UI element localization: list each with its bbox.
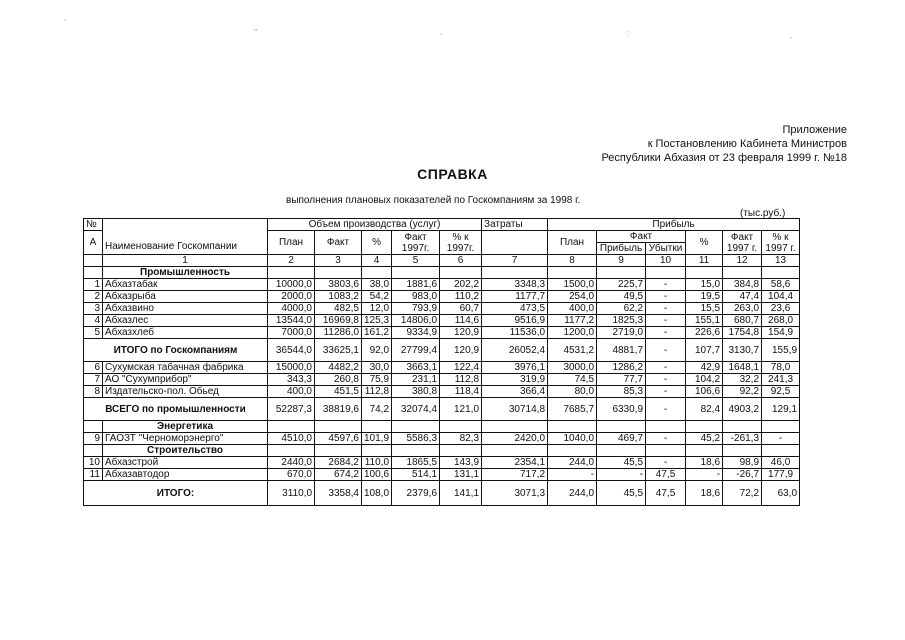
table-cell: 85,3 xyxy=(597,386,646,398)
table-cell xyxy=(482,421,548,433)
table-cell: 4482,2 xyxy=(315,362,362,374)
table-cell: 80,0 xyxy=(548,386,597,398)
table-cell: 3976,1 xyxy=(482,362,548,374)
table-cell: 6330,9 xyxy=(597,398,646,421)
column-number: 2 xyxy=(268,255,315,267)
company-name: Сухумская табачная фабрика xyxy=(103,362,268,374)
column-number: 12 xyxy=(723,255,762,267)
column-number: 8 xyxy=(548,255,597,267)
header-line-3: Республики Абхазия от 23 февраля 1999 г. №18 xyxy=(601,152,847,164)
table-cell: 5586,3 xyxy=(392,433,440,445)
row-number: 4 xyxy=(84,315,103,327)
table-cell: - xyxy=(597,469,646,481)
table-cell xyxy=(548,267,597,279)
col-header-profit-fact: Факт xyxy=(597,231,686,243)
table-cell: 11536,0 xyxy=(482,327,548,339)
col-header-fact-1997: Факт 1997г. xyxy=(392,231,440,255)
grand-total-row xyxy=(84,481,800,506)
col-header-volume: Объем производства (услуг) xyxy=(268,219,482,231)
table-cell: 112,8 xyxy=(440,374,482,386)
table-cell: 78,0 xyxy=(762,362,800,374)
table-cell: 49,5 xyxy=(597,291,646,303)
table-cell: 1083,2 xyxy=(315,291,362,303)
table-cell xyxy=(482,267,548,279)
table-cell: 1200,0 xyxy=(548,327,597,339)
table-cell: 4903,2 xyxy=(723,398,762,421)
table-cell: 15,0 xyxy=(686,279,723,291)
table-cell: - xyxy=(646,457,686,469)
table-cell: 42,9 xyxy=(686,362,723,374)
table-cell: 120,9 xyxy=(440,327,482,339)
table-cell xyxy=(268,445,315,457)
table-cell: 118,4 xyxy=(440,386,482,398)
table-cell xyxy=(440,421,482,433)
table-cell: 122,4 xyxy=(440,362,482,374)
table-cell: 18,6 xyxy=(686,457,723,469)
table-cell: - xyxy=(548,469,597,481)
table-cell: 1500,0 xyxy=(548,279,597,291)
table-cell: 7685,7 xyxy=(548,398,597,421)
table-row xyxy=(84,433,800,445)
col-header-profit-fact-1997: Факт 1997 г. xyxy=(723,231,762,255)
table-cell: 74,5 xyxy=(548,374,597,386)
table-cell: 2684,2 xyxy=(315,457,362,469)
table-cell: 319,9 xyxy=(482,374,548,386)
table-cell xyxy=(762,445,800,457)
table-row xyxy=(84,327,800,339)
table-cell: 268,0 xyxy=(762,315,800,327)
table-cell: -26,7 xyxy=(723,469,762,481)
table-cell: 131,1 xyxy=(440,469,482,481)
table-cell: 674,2 xyxy=(315,469,362,481)
section-title: Энергетика xyxy=(103,421,268,433)
table-cell: 47,5 xyxy=(646,469,686,481)
col-header-num: № xyxy=(84,219,103,231)
row-number: 1 xyxy=(84,279,103,291)
table-cell: 2440,0 xyxy=(268,457,315,469)
table-cell: 3348,3 xyxy=(482,279,548,291)
col-header-pct-1997: % к 1997г. xyxy=(440,231,482,255)
table-cell: 98,9 xyxy=(723,457,762,469)
company-name: Абхазтабак xyxy=(103,279,268,291)
table-cell: 2354,1 xyxy=(482,457,548,469)
table-cell: 3803,6 xyxy=(315,279,362,291)
table-cell xyxy=(646,445,686,457)
table-cell xyxy=(723,267,762,279)
table-cell: 451,5 xyxy=(315,386,362,398)
table-cell: 400,0 xyxy=(548,303,597,315)
table-cell: 2420,0 xyxy=(482,433,548,445)
table-cell: 1825,3 xyxy=(597,315,646,327)
table-cell: 177,9 xyxy=(762,469,800,481)
table-cell xyxy=(315,445,362,457)
table-cell: 3358,4 xyxy=(315,481,362,506)
row-number: 2 xyxy=(84,291,103,303)
table-row xyxy=(84,279,800,291)
table-cell: 1754,8 xyxy=(723,327,762,339)
table-cell: 7000,0 xyxy=(268,327,315,339)
table-cell: 13544,0 xyxy=(268,315,315,327)
table-cell: 54,2 xyxy=(362,291,392,303)
table-cell: 108,0 xyxy=(362,481,392,506)
table-cell: - xyxy=(646,303,686,315)
table-cell: 4597,6 xyxy=(315,433,362,445)
table-cell: 343,3 xyxy=(268,374,315,386)
table-cell xyxy=(548,421,597,433)
table-cell: 38819,6 xyxy=(315,398,362,421)
table-cell: 26052,4 xyxy=(482,339,548,362)
document-subtitle: выполнения плановых показателей по Госкомпаниям за 1998 г. xyxy=(286,195,581,206)
table-cell: 400,0 xyxy=(268,386,315,398)
table-cell xyxy=(362,267,392,279)
col-header-costs: Затраты xyxy=(482,219,548,231)
table-cell xyxy=(686,267,723,279)
table-cell: 112,8 xyxy=(362,386,392,398)
table-row xyxy=(84,303,800,315)
column-number: 13 xyxy=(762,255,800,267)
company-name: ГАОЗТ "Черноморэнерго" xyxy=(103,433,268,445)
document-title: СПРАВКА xyxy=(417,166,488,182)
table-cell: 27799,4 xyxy=(392,339,440,362)
table-cell: 244,0 xyxy=(548,457,597,469)
table-cell: 680,7 xyxy=(723,315,762,327)
table-cell: 125,3 xyxy=(362,315,392,327)
col-header-profit: Прибыль xyxy=(548,219,800,231)
table-cell: 9334,9 xyxy=(392,327,440,339)
table-cell: 143,9 xyxy=(440,457,482,469)
row-number: 8 xyxy=(84,386,103,398)
table-cell: 3000,0 xyxy=(548,362,597,374)
col-header-a: А xyxy=(84,231,103,255)
table-cell: - xyxy=(646,398,686,421)
table-cell: 1865,5 xyxy=(392,457,440,469)
section-num-empty xyxy=(84,421,103,433)
company-name: Абхазстрой xyxy=(103,457,268,469)
table-cell: 32,2 xyxy=(723,374,762,386)
table-cell xyxy=(686,421,723,433)
company-name: Абхазлес xyxy=(103,315,268,327)
table-cell: 104,4 xyxy=(762,291,800,303)
table-row xyxy=(84,457,800,469)
table-cell: 46,0 xyxy=(762,457,800,469)
company-name: АО "Сухумприбор" xyxy=(103,374,268,386)
table-cell: 129,1 xyxy=(762,398,800,421)
table-cell: - xyxy=(646,279,686,291)
row-number: 11 xyxy=(84,469,103,481)
table-cell xyxy=(597,445,646,457)
table-cell xyxy=(268,267,315,279)
table-cell xyxy=(315,267,362,279)
table-cell xyxy=(268,421,315,433)
report-table xyxy=(83,218,800,506)
table-cell xyxy=(762,421,800,433)
column-number: 1 xyxy=(103,255,268,267)
table-cell: 226,6 xyxy=(686,327,723,339)
col-header-costs-empty xyxy=(482,231,548,255)
col-header-profit-pct: % xyxy=(686,231,723,255)
table-cell: 2000,0 xyxy=(268,291,315,303)
table-cell: 16969,8 xyxy=(315,315,362,327)
report-body xyxy=(84,267,800,506)
column-number-row xyxy=(84,255,800,267)
table-cell: 10000,0 xyxy=(268,279,315,291)
row-number: 10 xyxy=(84,457,103,469)
table-cell: 45,2 xyxy=(686,433,723,445)
table-cell: 58,6 xyxy=(762,279,800,291)
table-cell: - xyxy=(646,386,686,398)
table-cell xyxy=(362,421,392,433)
table-cell xyxy=(362,445,392,457)
table-cell xyxy=(392,445,440,457)
table-cell: 63,0 xyxy=(762,481,800,506)
row-number: 9 xyxy=(84,433,103,445)
table-row xyxy=(84,362,800,374)
table-cell: 32074,4 xyxy=(392,398,440,421)
col-header-profit-fact-profit: Прибыль xyxy=(597,243,646,255)
table-cell: 110,0 xyxy=(362,457,392,469)
table-cell xyxy=(315,421,362,433)
table-cell: 9516,9 xyxy=(482,315,548,327)
table-cell: 482,5 xyxy=(315,303,362,315)
table-cell: 92,0 xyxy=(362,339,392,362)
table-cell xyxy=(548,445,597,457)
header-line-2: к Постановлению Кабинета Министров xyxy=(647,138,847,150)
table-row xyxy=(84,291,800,303)
units-label: (тыс.руб.) xyxy=(740,208,786,219)
table-cell: 1040,0 xyxy=(548,433,597,445)
table-cell: 263,0 xyxy=(723,303,762,315)
table-cell: 19,5 xyxy=(686,291,723,303)
table-cell xyxy=(597,421,646,433)
table-cell: 2379,6 xyxy=(392,481,440,506)
section-row xyxy=(84,421,800,433)
table-cell: - xyxy=(646,374,686,386)
table-cell: 82,4 xyxy=(686,398,723,421)
section-num-empty xyxy=(84,267,103,279)
table-cell: 244,0 xyxy=(548,481,597,506)
table-cell xyxy=(723,445,762,457)
total-label: ИТОГО: xyxy=(84,481,268,506)
table-cell: 77,7 xyxy=(597,374,646,386)
table-row xyxy=(84,469,800,481)
table-cell: 101,9 xyxy=(362,433,392,445)
column-number: 6 xyxy=(440,255,482,267)
table-cell: 3663,1 xyxy=(392,362,440,374)
company-name: Абхазхлеб xyxy=(103,327,268,339)
table-cell: - xyxy=(762,433,800,445)
table-cell: 3110,0 xyxy=(268,481,315,506)
table-cell: 47,5 xyxy=(646,481,686,506)
table-cell: - xyxy=(646,362,686,374)
table-cell: 670,0 xyxy=(268,469,315,481)
table-cell: 793,9 xyxy=(392,303,440,315)
table-cell: 92,2 xyxy=(723,386,762,398)
header-line-1: Приложение xyxy=(782,124,847,136)
table-cell: 121,0 xyxy=(440,398,482,421)
table-cell: 514,1 xyxy=(392,469,440,481)
header-row-1 xyxy=(84,219,800,231)
column-number: 9 xyxy=(597,255,646,267)
col-header-plan: План xyxy=(268,231,315,255)
table-cell: 106,6 xyxy=(686,386,723,398)
table-cell: 60,7 xyxy=(440,303,482,315)
company-name: Абхазавтодор xyxy=(103,469,268,481)
table-cell: - xyxy=(646,327,686,339)
table-cell: 92,5 xyxy=(762,386,800,398)
table-cell: 4881,7 xyxy=(597,339,646,362)
table-cell: 23,6 xyxy=(762,303,800,315)
table-cell: 52287,3 xyxy=(268,398,315,421)
table-cell: 33625,1 xyxy=(315,339,362,362)
table-cell: 72,2 xyxy=(723,481,762,506)
company-name: Абхазвино xyxy=(103,303,268,315)
row-number: 5 xyxy=(84,327,103,339)
section-row xyxy=(84,267,800,279)
col-header-profit-plan: План xyxy=(548,231,597,255)
company-name: Издательско-пол. Обьед xyxy=(103,386,268,398)
table-row xyxy=(84,315,800,327)
table-cell xyxy=(646,421,686,433)
table-cell: 38,0 xyxy=(362,279,392,291)
column-number: 11 xyxy=(686,255,723,267)
table-cell: 141,1 xyxy=(440,481,482,506)
section-title: Промышленность xyxy=(103,267,268,279)
section-title: Строительство xyxy=(103,445,268,457)
table-cell: 366,4 xyxy=(482,386,548,398)
row-number: 6 xyxy=(84,362,103,374)
table-cell: 225,7 xyxy=(597,279,646,291)
table-cell: 983,0 xyxy=(392,291,440,303)
table-cell: 47,4 xyxy=(723,291,762,303)
table-row xyxy=(84,374,800,386)
table-cell: 155,9 xyxy=(762,339,800,362)
table-cell: 1177,2 xyxy=(548,315,597,327)
table-cell: 202,2 xyxy=(440,279,482,291)
table-cell: 62,2 xyxy=(597,303,646,315)
table-cell: 473,5 xyxy=(482,303,548,315)
table-cell: 1648,1 xyxy=(723,362,762,374)
col-header-fact: Факт xyxy=(315,231,362,255)
col-header-name: Наименование Госкомпании xyxy=(103,219,268,255)
table-cell: 120,9 xyxy=(440,339,482,362)
table-cell: 4000,0 xyxy=(268,303,315,315)
table-cell: 231,1 xyxy=(392,374,440,386)
table-cell xyxy=(482,445,548,457)
col-header-profit-pct-1997: % к 1997 г. xyxy=(762,231,800,255)
total-label: ИТОГО по Госкомпаниям xyxy=(84,339,268,362)
table-cell: 100,6 xyxy=(362,469,392,481)
column-number: 4 xyxy=(362,255,392,267)
table-cell xyxy=(646,267,686,279)
table-cell: - xyxy=(646,315,686,327)
table-cell: 74,2 xyxy=(362,398,392,421)
table-cell: - xyxy=(646,339,686,362)
total-row-industry xyxy=(84,398,800,421)
section-row xyxy=(84,445,800,457)
table-cell: -261,3 xyxy=(723,433,762,445)
table-cell: 1286,2 xyxy=(597,362,646,374)
table-cell xyxy=(392,421,440,433)
column-number: 7 xyxy=(482,255,548,267)
table-cell: 82,3 xyxy=(440,433,482,445)
row-number: 3 xyxy=(84,303,103,315)
table-cell: 36544,0 xyxy=(268,339,315,362)
table-cell: 1881,6 xyxy=(392,279,440,291)
company-name: Абхазрыба xyxy=(103,291,268,303)
table-cell: - xyxy=(686,469,723,481)
table-cell xyxy=(440,267,482,279)
column-number: 5 xyxy=(392,255,440,267)
table-cell: 75,9 xyxy=(362,374,392,386)
table-cell: 254,0 xyxy=(548,291,597,303)
table-cell: 3130,7 xyxy=(723,339,762,362)
table-cell: 384,8 xyxy=(723,279,762,291)
table-cell: 30,0 xyxy=(362,362,392,374)
table-cell xyxy=(686,445,723,457)
table-cell: 45,5 xyxy=(597,457,646,469)
table-cell: 469,7 xyxy=(597,433,646,445)
table-cell: 155,1 xyxy=(686,315,723,327)
table-cell: 717,2 xyxy=(482,469,548,481)
table-cell: 4510,0 xyxy=(268,433,315,445)
col-header-profit-fact-loss: Убытки xyxy=(646,243,686,255)
table-cell: 12,0 xyxy=(362,303,392,315)
column-number: 10 xyxy=(646,255,686,267)
table-cell: 2719,0 xyxy=(597,327,646,339)
table-cell xyxy=(762,267,800,279)
column-number: 3 xyxy=(315,255,362,267)
document-header xyxy=(601,123,847,165)
table-cell: 45,5 xyxy=(597,481,646,506)
table-cell: 260,8 xyxy=(315,374,362,386)
total-label: ВСЕГО по промышленности xyxy=(84,398,268,421)
table-cell: 15000,0 xyxy=(268,362,315,374)
table-cell: 380,8 xyxy=(392,386,440,398)
table-cell: 104,2 xyxy=(686,374,723,386)
col-header-pct: % xyxy=(362,231,392,255)
table-cell: 110,2 xyxy=(440,291,482,303)
table-cell: 4531,2 xyxy=(548,339,597,362)
table-cell: 1177,7 xyxy=(482,291,548,303)
table-cell: 114,6 xyxy=(440,315,482,327)
table-cell xyxy=(392,267,440,279)
table-cell: 241,3 xyxy=(762,374,800,386)
table-cell: 107,7 xyxy=(686,339,723,362)
table-cell: 154,9 xyxy=(762,327,800,339)
table-cell: - xyxy=(646,433,686,445)
table-row xyxy=(84,386,800,398)
section-num-empty xyxy=(84,445,103,457)
table-cell xyxy=(597,267,646,279)
table-cell: 11286,0 xyxy=(315,327,362,339)
table-cell: 18,6 xyxy=(686,481,723,506)
table-cell: - xyxy=(646,291,686,303)
table-cell: 161,2 xyxy=(362,327,392,339)
table-cell: 14806,0 xyxy=(392,315,440,327)
row-number: 7 xyxy=(84,374,103,386)
table-cell xyxy=(440,445,482,457)
table-cell: 15,5 xyxy=(686,303,723,315)
table-cell: 30714,8 xyxy=(482,398,548,421)
total-row-goscompanies xyxy=(84,339,800,362)
table-cell xyxy=(723,421,762,433)
table-cell: 3071,3 xyxy=(482,481,548,506)
